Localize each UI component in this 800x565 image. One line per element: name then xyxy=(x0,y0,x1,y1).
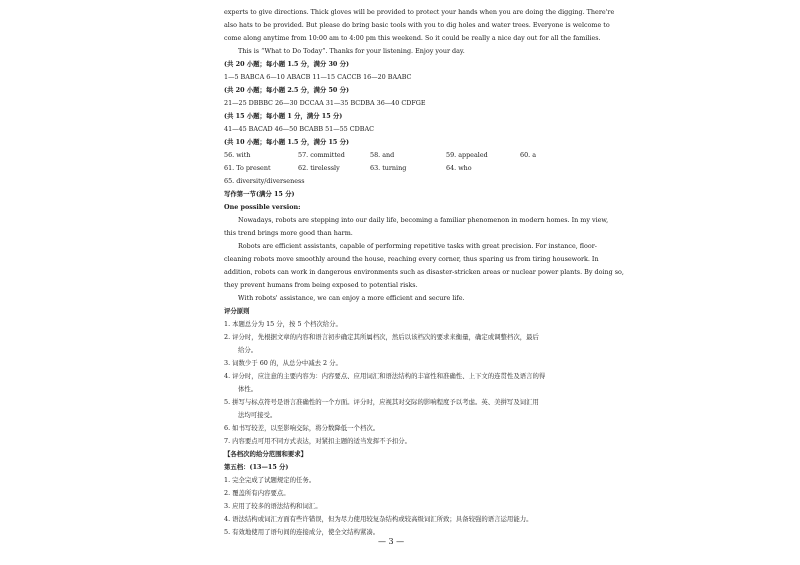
listening-end: This is “What to Do Today”. Thanks for your listening. Enjoy your day. xyxy=(238,47,465,55)
essay-line: they prevent humans from being exposed to potential risks. xyxy=(224,281,418,289)
section-answers: 1—5 BABCA 6—10 ABACB 11—15 CACCB 16—20 BAABC xyxy=(224,73,412,81)
section-header: (共 10 小题；每小题 1.5 分，满分 15 分) xyxy=(224,138,349,146)
grammar-answer: 65. diversity/diverseness xyxy=(224,177,305,185)
level-criterion: 3. 应用了较多的语法结构和词汇。 xyxy=(224,502,322,510)
level-title: 第五档：(13—15 分) xyxy=(224,463,289,471)
level-criterion: 4. 语法结构或词汇方面有些许错误，但为尽力使用较复杂结构或较高级词汇所致；具备较强的语言运用能力。 xyxy=(224,515,533,523)
grammar-answer: 56. with xyxy=(224,151,251,159)
scoring-rule: 给分。 xyxy=(238,346,258,354)
grammar-answer: 63. turning xyxy=(370,164,407,172)
essay-line: Robots are efficient assistants, capable of performing repetitive tasks with great precision. For instance, floor- xyxy=(238,242,597,250)
listening-line: also hats to be provided. But please do bring basic tools with you to dig holes and water trees. Everyone is welcome to xyxy=(224,21,610,29)
scoring-rule: 6. 如书写较差，以至影响交际，将分数降低一个档次。 xyxy=(224,424,380,432)
level-criterion: 1. 完全完成了试题规定的任务。 xyxy=(224,476,316,484)
level-criterion: 2. 覆盖所有内容要点。 xyxy=(224,489,290,497)
scoring-rule: 7. 内容要点可用不同方式表达，对紧扣主题的适当发挥不予扣分。 xyxy=(224,437,412,445)
section-header: (共 20 小题；每小题 1.5 分，满分 30 分) xyxy=(224,60,349,68)
scoring-rule: 法均可接受。 xyxy=(238,411,277,419)
grammar-answer: 59. appealed xyxy=(446,151,488,159)
grammar-answer: 64. who xyxy=(446,164,472,172)
writing-title: 写作第一节(满分 15 分) xyxy=(224,190,295,198)
scoring-rule: 体性。 xyxy=(238,385,258,393)
page-number: — 3 — xyxy=(378,537,405,546)
grammar-answer: 62. tirelessly xyxy=(298,164,340,172)
scoring-title: 评分原则 xyxy=(224,307,250,315)
possible-version-label: One possible version: xyxy=(224,203,301,211)
grammar-answer: 58. and xyxy=(370,151,395,159)
section-answers: 21—25 DBBBC 26—30 DCCAA 31—35 BCDBA 36—40 CDFGE xyxy=(224,99,426,107)
grammar-answer: 61. To present xyxy=(224,164,271,172)
listening-line: come along anytime from 10:00 am to 4:00 pm this weekend. So it could be really a nice day out for all the families. xyxy=(224,34,601,42)
grammar-answer: 60. a xyxy=(520,151,537,159)
essay-line: Nowadays, robots are stepping into our daily life, becoming a familiar phenomenon in modern homes. In my view, xyxy=(238,216,609,224)
essay-line: cleaning robots move smoothly around the house, reaching every corner, thus sparing us from tiring housework. In xyxy=(224,255,599,263)
essay-line: addition, robots can work in dangerous environments such as disaster-stricken areas or nuclear power plants. By doing so, xyxy=(224,268,624,276)
scoring-rule: 5. 拼写与标点符号是语言准确性的一个方面。评分时，应视其对交际的影响程度予以考虑。英、美拼写及词汇用 xyxy=(224,398,539,406)
scoring-rule: 2. 评分时，先根据文章的内容和语言初步确定其所属档次，然后以该档次的要求来衡量，确定或调整档次，最后 xyxy=(224,333,539,341)
listening-line: experts to give directions. Thick gloves will be provided to protect your hands when you are doing the digging. There're xyxy=(224,8,615,16)
scoring-rule: 1. 本题总分为 15 分，按 5 个档次给分。 xyxy=(224,320,342,328)
scoring-rule: 4. 评分时，应注意的主要内容为：内容要点、应用词汇和语法结构的丰富性和准确性、上下文的连贯性及语言的得 xyxy=(224,372,546,380)
section-header: (共 20 小题；每小题 2.5 分，满分 50 分) xyxy=(224,86,349,94)
section-header: (共 15 小题；每小题 1 分，满分 15 分) xyxy=(224,112,343,120)
essay-line: this trend brings more good than harm. xyxy=(224,229,353,237)
levels-title: 【各档次的给分范围和要求】 xyxy=(224,450,308,458)
grammar-answer: 57. committed xyxy=(298,151,345,159)
section-answers: 41—45 BACAD 46—50 BCABB 51—55 CDBAC xyxy=(224,125,374,133)
scoring-rule: 3. 词数少于 60 的，从总分中减去 2 分。 xyxy=(224,359,342,367)
essay-line: With robots' assistance, we can enjoy a more efficient and secure life. xyxy=(238,294,465,302)
level-criterion: 5. 有效地使用了语句间的连接成分，使全文结构紧凑。 xyxy=(224,528,380,536)
